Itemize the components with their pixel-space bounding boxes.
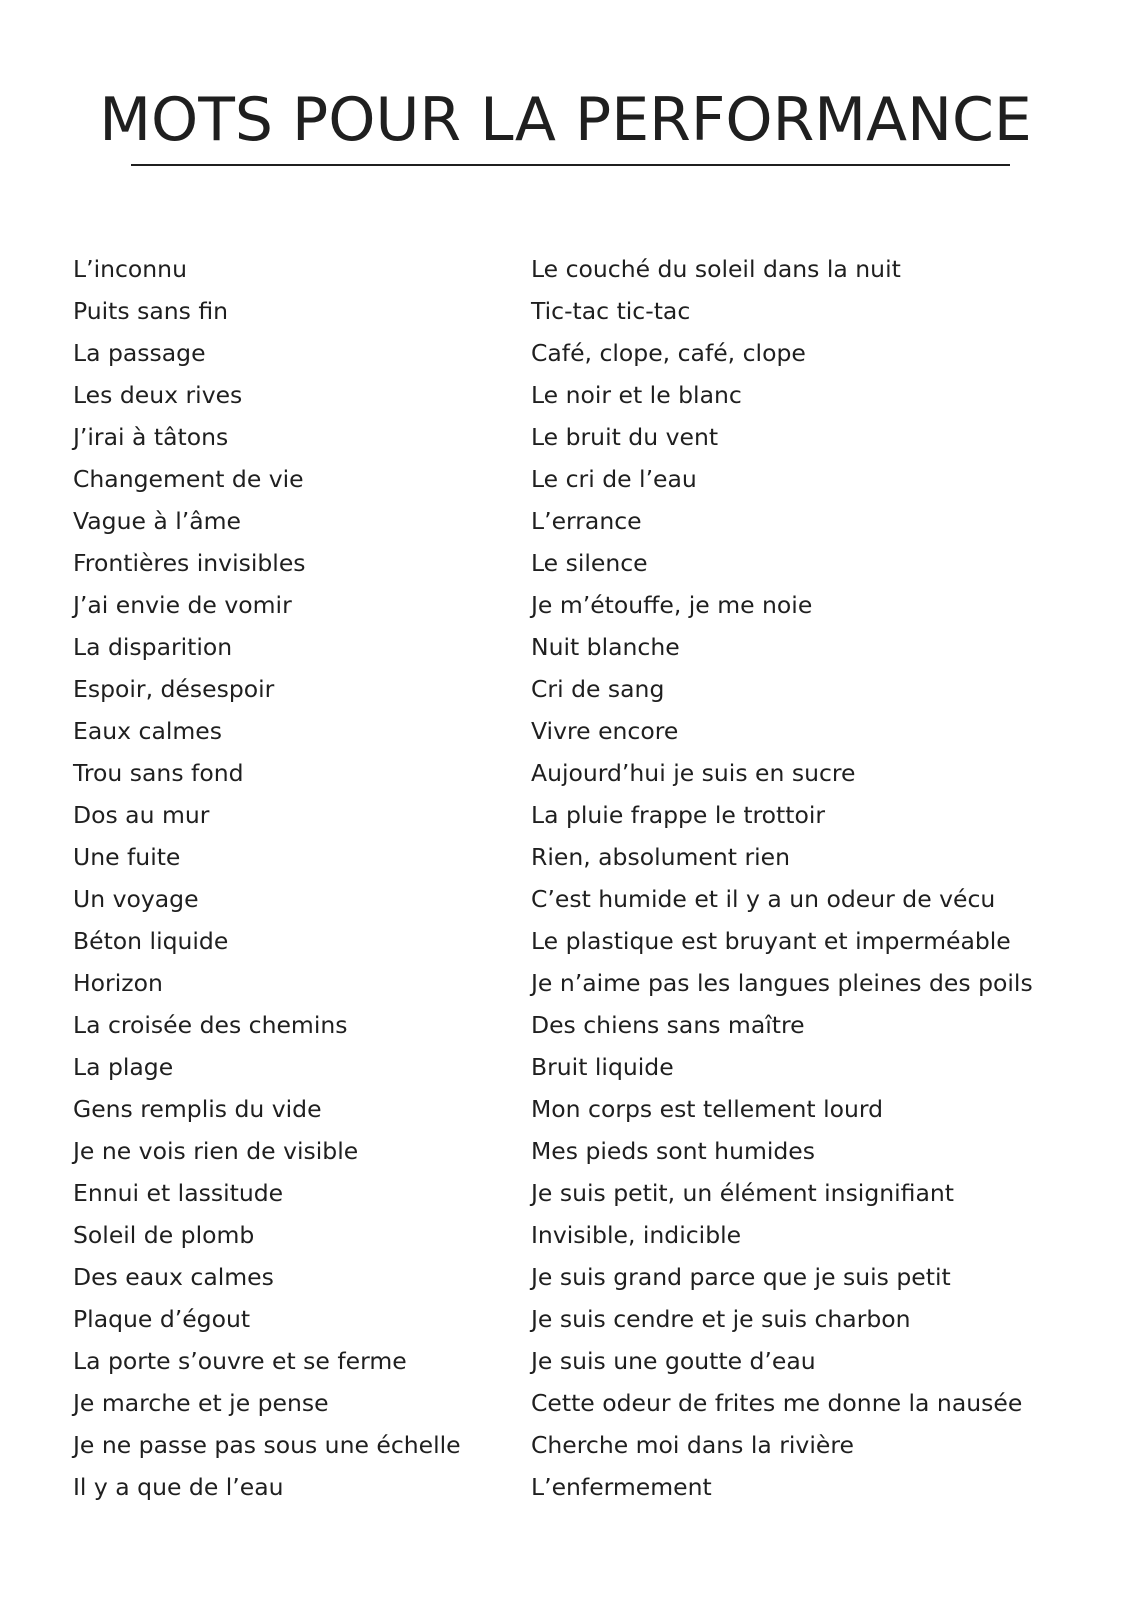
list-item: Vivre encore — [531, 717, 679, 745]
page-title: MOTS POUR LA PERFORMANCE — [99, 85, 1032, 155]
list-item: Mes pieds sont humides — [531, 1137, 816, 1165]
list-item: Ennui et lassitude — [73, 1179, 284, 1207]
list-item: Le couché du soleil dans la nuit — [531, 255, 901, 283]
list-item: Puits sans fin — [73, 297, 229, 325]
list-item: Je suis cendre et je suis charbon — [531, 1305, 911, 1333]
list-item: Horizon — [73, 969, 163, 997]
list-item: Les deux rives — [73, 381, 243, 409]
title-underline — [131, 164, 1010, 166]
list-item: Espoir, désespoir — [73, 675, 275, 703]
list-item: Soleil de plomb — [73, 1221, 255, 1249]
list-item: Café, clope, café, clope — [531, 339, 806, 367]
list-item: Un voyage — [73, 885, 199, 913]
list-item: L’errance — [531, 507, 642, 535]
list-item: La porte s’ouvre et se ferme — [73, 1347, 407, 1375]
list-item: Je ne passe pas sous une échelle — [73, 1431, 461, 1459]
list-item: Une fuite — [73, 843, 181, 871]
list-item: Nuit blanche — [531, 633, 680, 661]
list-item: Je marche et je pense — [73, 1389, 329, 1417]
list-item: Vague à l’âme — [73, 507, 242, 535]
list-item: Je m’étouffe, je me noie — [531, 591, 813, 619]
list-item: La disparition — [73, 633, 233, 661]
list-item: Invisible, indicible — [531, 1221, 742, 1249]
list-item: Trou sans fond — [73, 759, 244, 787]
list-item: Je suis grand parce que je suis petit — [531, 1263, 951, 1291]
list-item: Je suis petit, un élément insignifiant — [531, 1179, 954, 1207]
list-item: Eaux calmes — [73, 717, 222, 745]
list-item: Il y a que de l’eau — [73, 1473, 284, 1501]
list-item: Cherche moi dans la rivière — [531, 1431, 854, 1459]
list-item: L’enfermement — [531, 1473, 712, 1501]
list-item: Béton liquide — [73, 927, 229, 955]
list-item: Des chiens sans maître — [531, 1011, 805, 1039]
list-item: Gens remplis du vide — [73, 1095, 322, 1123]
list-item: J’irai à tâtons — [73, 423, 229, 451]
list-item: Le noir et le blanc — [531, 381, 742, 409]
list-item: Rien, absolument rien — [531, 843, 790, 871]
list-item: Le cri de l’eau — [531, 465, 697, 493]
list-item: La croisée des chemins — [73, 1011, 348, 1039]
right-word-column — [531, 248, 1091, 1508]
list-item: Mon corps est tellement lourd — [531, 1095, 884, 1123]
list-item: Je ne vois rien de visible — [73, 1137, 359, 1165]
list-item: Le silence — [531, 549, 648, 577]
list-item: Changement de vie — [73, 465, 304, 493]
list-item: Cri de sang — [531, 675, 665, 703]
list-item: La passage — [73, 339, 206, 367]
left-word-column — [73, 248, 513, 1508]
list-item: Plaque d’égout — [73, 1305, 251, 1333]
list-item: Le plastique est bruyant et imperméable — [531, 927, 1011, 955]
list-item: Je suis une goutte d’eau — [531, 1347, 816, 1375]
list-item: La pluie frappe le trottoir — [531, 801, 826, 829]
list-item: Bruit liquide — [531, 1053, 674, 1081]
list-item: Aujourd’hui je suis en sucre — [531, 759, 856, 787]
list-item: Tic-tac tic-tac — [531, 297, 691, 325]
list-item: Je n’aime pas les langues pleines des poils — [531, 969, 1033, 997]
list-item: Dos au mur — [73, 801, 210, 829]
list-item: La plage — [73, 1053, 174, 1081]
list-item: J’ai envie de vomir — [73, 591, 292, 619]
list-item: Le bruit du vent — [531, 423, 719, 451]
list-item: C’est humide et il y a un odeur de vécu — [531, 885, 996, 913]
list-item: Frontières invisibles — [73, 549, 306, 577]
list-item: Des eaux calmes — [73, 1263, 274, 1291]
list-item: Cette odeur de frites me donne la nausée — [531, 1389, 1023, 1417]
list-item: L’inconnu — [73, 255, 187, 283]
